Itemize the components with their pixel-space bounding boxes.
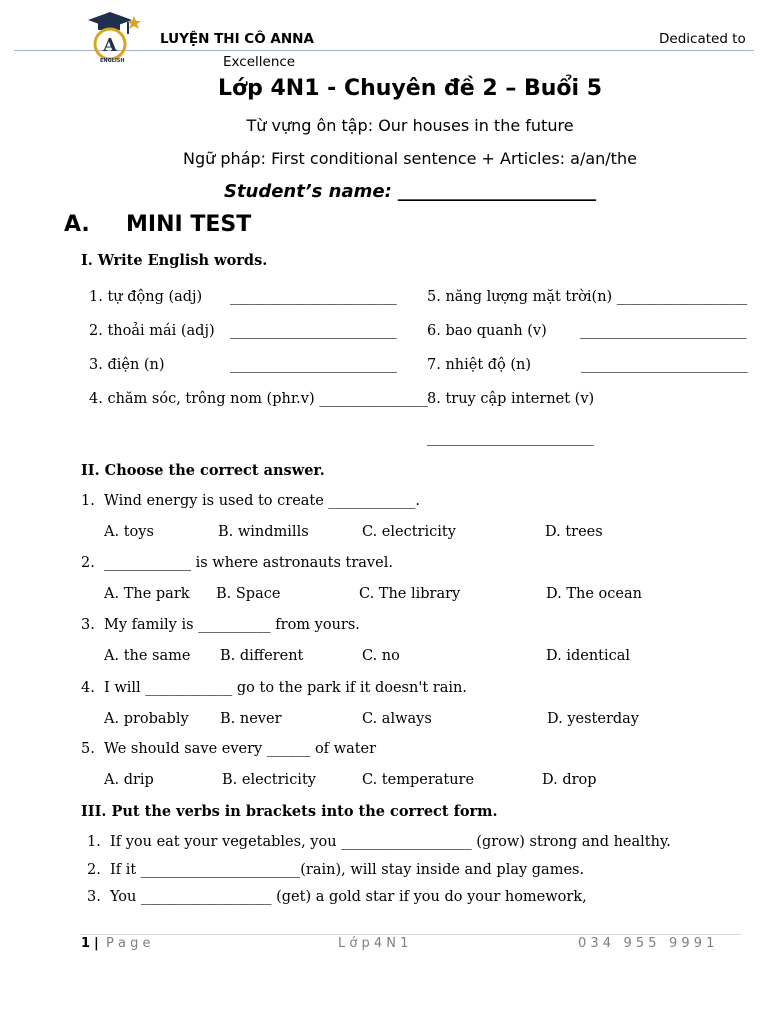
page-number: 1 <box>81 936 91 951</box>
part2-heading: II. Choose the correct answer. <box>81 462 325 479</box>
mcq-question: We should save every ______ of water <box>104 741 377 757</box>
page-separator: | <box>94 936 99 951</box>
mcq-option-d: D. drop <box>542 772 597 788</box>
vocab-blank-8: _______________________ <box>427 430 594 446</box>
tagline-line-1: Dedicated to <box>659 31 746 47</box>
svg-text:A: A <box>103 35 117 56</box>
section-letter: A. <box>64 212 90 237</box>
vocab-blank-6: _______________________ <box>580 323 747 339</box>
mcq-option-c: C. always <box>362 711 432 727</box>
vocab-item-3: 3. điện (n) <box>89 357 165 373</box>
page-label: P a g e <box>106 936 151 951</box>
mcq-option-c: C. The library <box>359 586 461 602</box>
mcq-option-a: A. toys <box>104 524 154 540</box>
vocab-item-5: 5. năng lượng mặt trời(n) __________________ <box>427 289 748 305</box>
mcq-number: 1. <box>81 493 95 509</box>
vocab-blank-7: _______________________ <box>581 357 748 373</box>
vocab-blank-2: _______________________ <box>230 323 397 339</box>
brand-name: LUYỆN THI CÔ ANNA <box>160 31 314 47</box>
footer-phone: 0 3 4 9 5 5 9 9 9 1 <box>578 936 715 951</box>
vocab-item-7: 7. nhiệt độ (n) <box>427 357 532 373</box>
footer-rule <box>80 934 742 935</box>
page-title: Lớp 4N1 - Chuyên đề 2 – Buổi 5 <box>217 76 603 101</box>
section-title: MINI TEST <box>126 212 252 237</box>
mcq-option-a: A. probably <box>104 711 189 727</box>
part1-heading: I. Write English words. <box>81 252 268 269</box>
mcq-option-d: D. The ocean <box>546 586 642 602</box>
mcq-number: 3. <box>81 617 95 633</box>
verb-item: If you eat your vegetables, you __________________ (grow) strong and healthy. <box>110 834 671 850</box>
mcq-question: Wind energy is used to create ____________. <box>104 493 421 509</box>
logo-text: ENGLISH <box>100 58 125 64</box>
mcq-option-d: D. yesterday <box>547 711 639 727</box>
verb-item: You __________________ (get) a gold star if you do your homework, <box>110 889 587 905</box>
mcq-option-b: B. Space <box>216 586 281 602</box>
mcq-option-a: A. drip <box>104 772 154 788</box>
tagline-line-2: Excellence <box>223 54 296 70</box>
mcq-option-c: C. no <box>362 648 400 664</box>
vocab-blank-3: _______________________ <box>230 357 397 373</box>
mcq-option-a: A. The park <box>104 586 190 602</box>
vocab-item-6: 6. bao quanh (v) <box>427 323 547 339</box>
vocab-item-4: 4. chăm sóc, trông nom (phr.v) _______________ <box>89 391 428 407</box>
part3-heading: III. Put the verbs in brackets into the correct form. <box>81 803 498 820</box>
mcq-option-b: B. never <box>220 711 282 727</box>
mcq-option-c: C. temperature <box>362 772 475 788</box>
mcq-number: 4. <box>81 680 95 696</box>
mcq-option-b: B. electricity <box>222 772 316 788</box>
footer-class-label: L ớ p 4 N 1 <box>338 936 409 951</box>
verb-item: If it ______________________(rain), will stay inside and play games. <box>110 862 585 878</box>
vocab-blank-1: _______________________ <box>230 289 397 305</box>
mcq-option-c: C. electricity <box>362 524 456 540</box>
logo <box>84 10 142 66</box>
mcq-question: My family is __________ from yours. <box>104 617 360 633</box>
vocab-item-2: 2. thoải mái (adj) <box>89 323 215 339</box>
vocab-item-1: 1. tự động (adj) <box>89 289 203 305</box>
mcq-option-a: A. the same <box>104 648 191 664</box>
mcq-option-b: B. windmills <box>218 524 309 540</box>
mcq-option-d: D. trees <box>545 524 603 540</box>
verb-item-number: 3. <box>87 889 101 905</box>
mcq-number: 5. <box>81 741 95 757</box>
verb-item-number: 2. <box>87 862 101 878</box>
verb-item-number: 1. <box>87 834 101 850</box>
mcq-number: 2. <box>81 555 95 571</box>
grammar-subtitle: Ngữ pháp: First conditional sentence + Articles: a/an/the <box>183 149 637 168</box>
vocab-subtitle: Từ vựng ôn tập: Our houses in the future <box>246 116 574 135</box>
mcq-question: ____________ is where astronauts travel. <box>104 555 393 571</box>
vocab-item-8: 8. truy cập internet (v) <box>427 391 595 407</box>
mcq-option-d: D. identical <box>546 648 631 664</box>
mcq-question: I will ____________ go to the park if it doesn't rain. <box>104 680 467 696</box>
student-name-field: Student’s name: ______________________ <box>223 181 597 202</box>
mcq-option-b: B. different <box>220 648 304 664</box>
